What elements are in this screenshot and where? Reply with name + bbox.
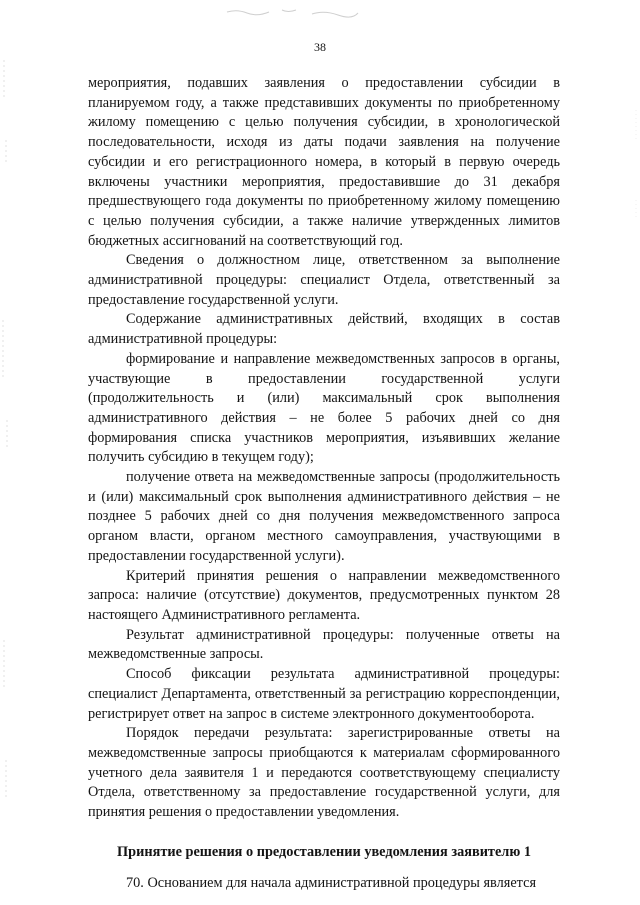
- paragraph-fixation: Способ фиксации результата административной процедуры: специалист Департамента, ответственный за регистрацию корреспонденции, регистрирует ответ на запрос в системе электронного документооборота.: [88, 666, 560, 722]
- paragraph-70: 70. Основанием для начала административной процедуры является: [126, 875, 537, 892]
- paragraph-transfer: Порядок передачи результата: зарегистрированные ответы на межведомственные запросы приобщаются к материалам сформированного учетного дела заявителя 1 и передаются соответствующему специалисту Отдела, ответственному за предоставление государственной услуги, для принятия решения о предоставлении уведомления.: [88, 725, 560, 821]
- paragraph-responses: получение ответа на межведомственные запросы (продолжительность и (или) максимальный срок выполнения административного действия – не позднее 5 рабочих дней со дня получения межведомственного запроса органом власти, органом местного самоуправления, участвующими в предоставлении государственной услуги).: [88, 469, 560, 564]
- page-number: 38: [314, 40, 326, 54]
- document-body: [88, 74, 560, 894]
- paragraph-official: Сведения о должностном лице, ответственном за выполнение административной процедуры: специалист Отдела, ответственный за предоставление государственной услуги.: [88, 252, 560, 308]
- paragraph-result: Результат административной процедуры: полученные ответы на межведомственные запросы.: [88, 626, 560, 663]
- scan-edge-right: [632, 0, 640, 905]
- paragraph-requests-sending: формирование и направление межведомственных запросов в органы, участвующие в предоставлении государственной услуги (продолжительность и (или) максимальный срок выполнения административного действия – не более 5 рабочих дней со дня формирования списка участников мероприятия, изъявивших желание получить субсидию в текущем году);: [88, 350, 560, 466]
- paragraph-criterion: Критерий принятия решения о направлении межведомственного запроса: наличие (отсутствие) документов, предусмотренных пунктом 28 настоящего Административного регламента.: [88, 567, 560, 623]
- paragraph-actions-intro: Содержание административных действий, входящих в состав административной процедуры:: [88, 311, 560, 348]
- scan-noise: [222, 6, 372, 20]
- paragraph-continuation: мероприятия, подавших заявления о предоставлении субсидии в планируемом году, а также представивших документы по приобретенному жилому помещению с целью получения субсидии, в хронологической последовательности, исходя из даты подачи заявления на получение субсидии и его регистрационного номера, в который в первую очередь включены участники мероприятия, предоставившие до 31 декабря предшествующего года документы по приобретенному жилому помещению с целью получения субсидии, а также наличие утвержденных лимитов бюджетных ассигнований на соответствующий год.: [88, 75, 560, 249]
- scan-edge-left: [0, 0, 14, 905]
- section-heading: Принятие решения о предоставлении уведомления заявителю 1: [117, 843, 531, 860]
